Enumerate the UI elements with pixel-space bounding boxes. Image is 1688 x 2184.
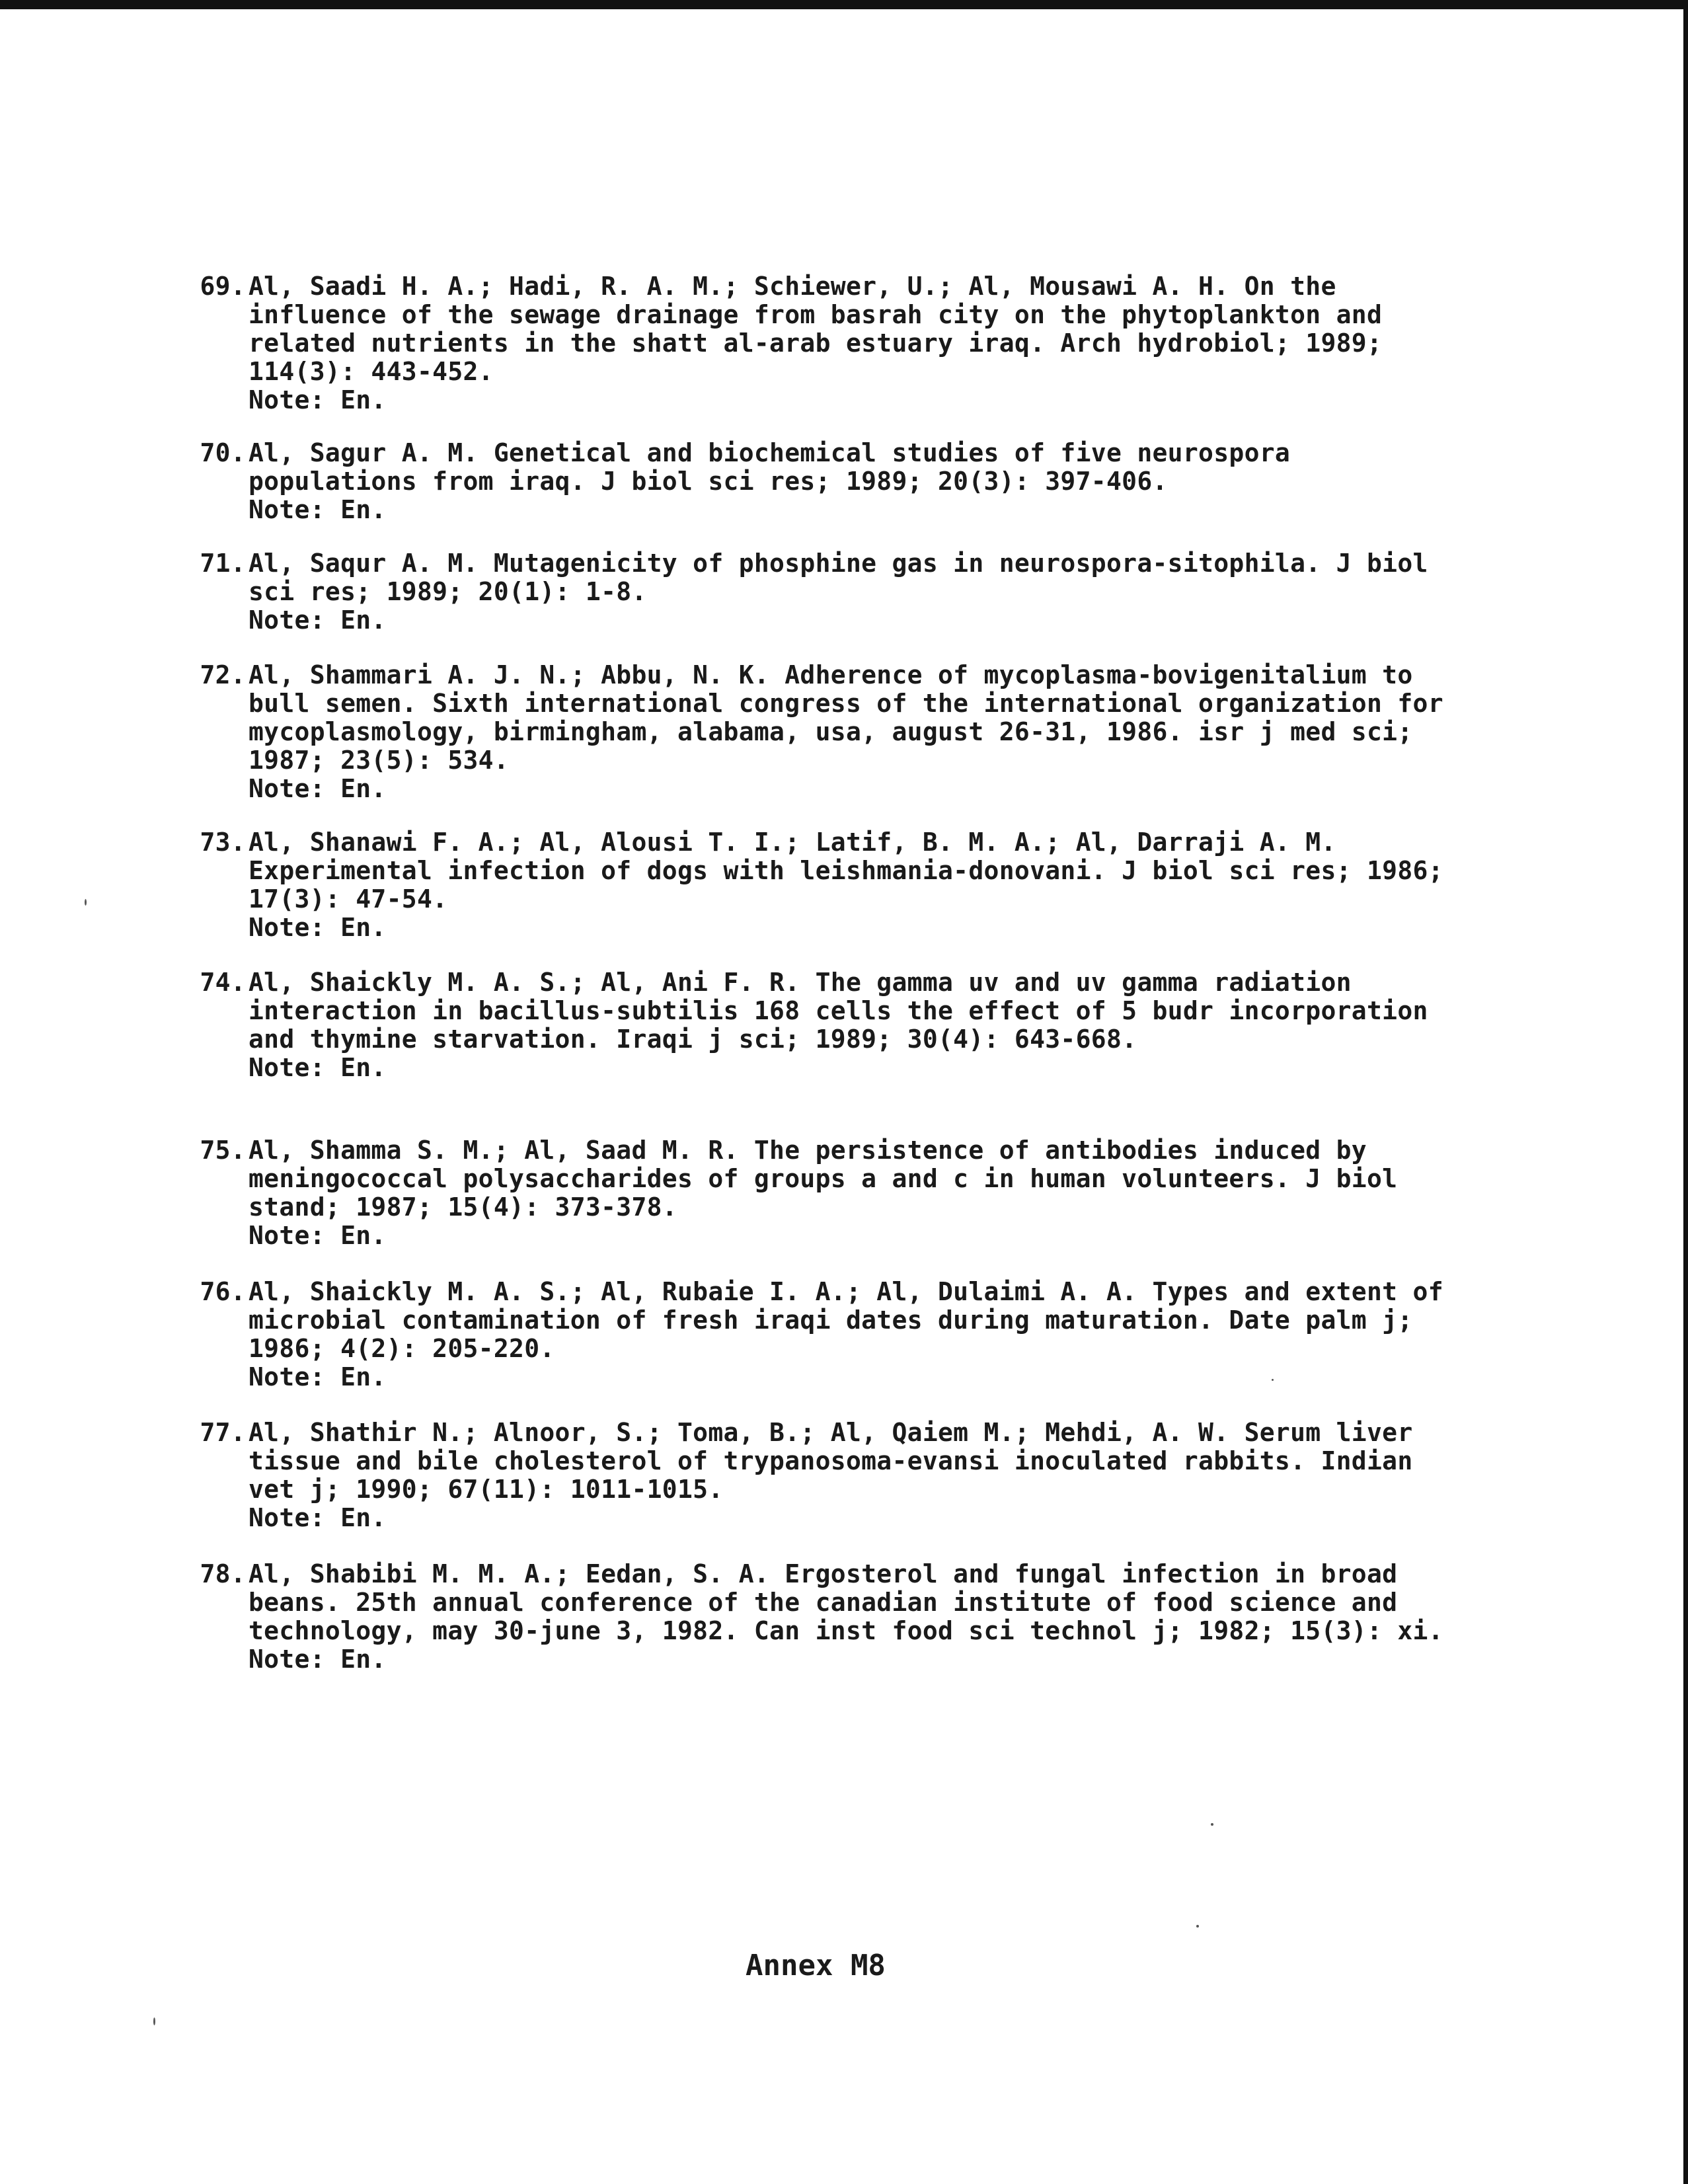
reference-note: Note: En. [249, 385, 387, 414]
reference-note: Note: En. [249, 913, 387, 942]
reference-entry [180, 1419, 1455, 1532]
reference-number: 76. [200, 1277, 246, 1306]
reference-note: Note: En. [249, 605, 387, 635]
reference-number: 73. [200, 828, 246, 857]
reference-note: Note: En. [249, 774, 387, 803]
reference-entry [180, 439, 1455, 524]
reference-text: Al, Shamma S. M.; Al, Saad M. R. The persistence of antibodies induced by meningococcal polysaccharides of groups a and c in human volunteers. J biol stand; 1987; 15(4): 373-378. [249, 1136, 1398, 1222]
scan-speck [1211, 1823, 1213, 1826]
reference-entry [180, 968, 1455, 1082]
reference-number: 78. [200, 1559, 246, 1588]
scan-speck [1272, 1379, 1274, 1381]
scan-right-edge [1683, 0, 1688, 2184]
scan-top-edge [0, 0, 1688, 9]
reference-note: Note: En. [249, 1362, 387, 1391]
reference-entry [180, 549, 1455, 635]
reference-number: 75. [200, 1136, 246, 1165]
reference-text: Al, Shabibi M. M. A.; Eedan, S. A. Ergosterol and fungal infection in broad beans. 25th annual conference of the canadian institute of food science and technology, may 30-june 3, 1982. Can inst food sci technol j; 1982; 15(3): xi. [249, 1559, 1443, 1645]
scan-speck [1196, 1925, 1199, 1928]
reference-text: Al, Shathir N.; Alnoor, S.; Toma, B.; Al, Qaiem M.; Mehdi, A. W. Serum liver tissue and bile cholesterol of trypanosoma-evansi inoculated rabbits. Indian vet j; 1990; 67(11): 1011-1015. [249, 1418, 1413, 1504]
reference-note: Note: En. [249, 495, 387, 524]
page-footer: Annex M8 [746, 1949, 886, 1982]
reference-entry [180, 828, 1455, 942]
reference-number: 72. [200, 660, 246, 689]
reference-number: 77. [200, 1418, 246, 1447]
reference-text: Al, Saqur A. M. Mutagenicity of phosphine gas in neurospora-sitophila. J biol sci res; 1989; 20(1): 1-8. [249, 549, 1428, 606]
reference-text: Al, Shanawi F. A.; Al, Alousi T. I.; Latif, B. M. A.; Al, Darraji A. M. Experimental infection of dogs with leishmania-donovani. J biol sci res; 1986; 17(3): 47-54. [249, 828, 1443, 914]
scan-speck [85, 899, 87, 906]
reference-text: Al, Shammari A. J. N.; Abbu, N. K. Adherence of mycoplasma-bovigenitalium to bull semen. Sixth international congress of the international organization for mycoplasmology, birmingham, alabama, usa, august 26-31, 1986. isr j med sci; 1987; 23(5): 534. [249, 660, 1443, 775]
reference-text: Al, Saadi H. A.; Hadi, R. A. M.; Schiewer, U.; Al, Mousawi A. H. On the influence of the sewage drainage from basrah city on the phytoplankton and related nutrients in the shatt al-arab estuary iraq. Arch hydrobiol; 1989; 114(3): 443-452. [249, 272, 1383, 386]
reference-entry [180, 1560, 1455, 1674]
reference-entry [180, 1136, 1455, 1250]
reference-note: Note: En. [249, 1645, 387, 1674]
reference-number: 69. [200, 272, 246, 301]
scan-speck [153, 2017, 155, 2025]
reference-text: Al, Shaickly M. A. S.; Al, Rubaie I. A.; Al, Dulaimi A. A. Types and extent of microbial contamination of fresh iraqi dates during maturation. Date palm j; 1986; 4(2): 205-220. [249, 1277, 1443, 1363]
reference-text: Al, Sagur A. M. Genetical and biochemical studies of five neurospora populations from iraq. J biol sci res; 1989; 20(3): 397-406. [249, 438, 1291, 496]
reference-entry [180, 1278, 1455, 1391]
reference-note: Note: En. [249, 1503, 387, 1532]
reference-entry [180, 272, 1455, 414]
reference-number: 74. [200, 968, 246, 997]
reference-number: 70. [200, 438, 246, 467]
reference-note: Note: En. [249, 1221, 387, 1250]
reference-text: Al, Shaickly M. A. S.; Al, Ani F. R. The gamma uv and uv gamma radiation interaction in bacillus-subtilis 168 cells the effect of 5 budr incorporation and thymine starvation. Iraqi j sci; 1989; 30(4): 643-668. [249, 968, 1428, 1054]
reference-number: 71. [200, 549, 246, 578]
reference-note: Note: En. [249, 1053, 387, 1082]
reference-entry [180, 661, 1455, 803]
